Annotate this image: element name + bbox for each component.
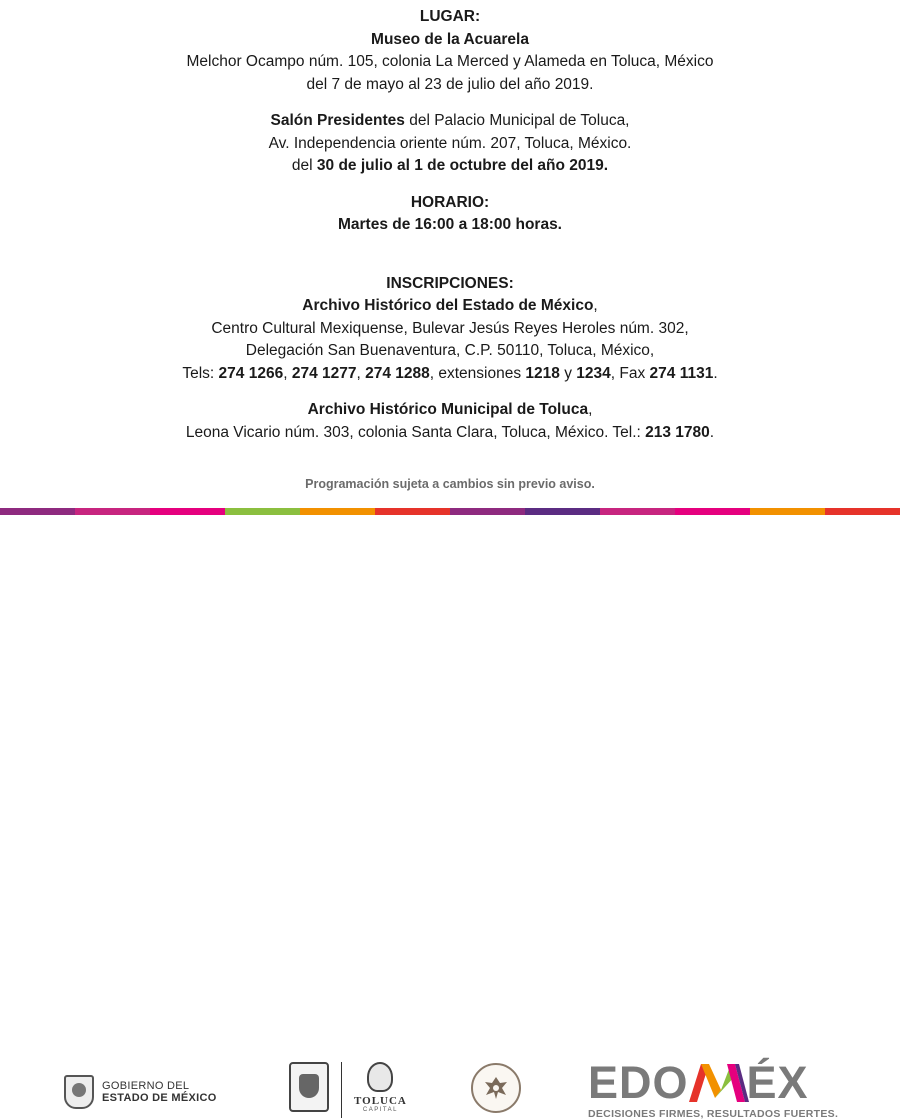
edomex-word-right: ÉX [746, 1057, 809, 1108]
stripe-segment-7 [525, 508, 600, 515]
tel-sep-1: , [283, 364, 292, 382]
event-info [0, 0, 900, 444]
toluca-sub: CAPITAL [362, 1107, 398, 1113]
tel-1: 274 1266 [218, 364, 284, 382]
stripe-segment-1 [75, 508, 150, 515]
archivo-estado-line [0, 295, 900, 318]
gem-line-1: GOBIERNO DEL [102, 1080, 190, 1092]
footer-logos [0, 520, 900, 1120]
color-stripe [0, 508, 900, 515]
schedule-disclaimer: Programación sujeta a cambios sin previo aviso. [305, 477, 595, 491]
gem-line-2: ESTADO DE MÉXICO [102, 1092, 217, 1104]
salon-dates-bold: 30 de julio al 1 de octubre del año 2019. [316, 157, 609, 174]
edomex-tagline: DECISIONES FIRMES, RESULTADOS FUERTES. [588, 1108, 839, 1120]
tel-2: 274 1277 [291, 364, 357, 382]
tels-label: Tels: [182, 364, 219, 382]
edomex-word-left: EDO [588, 1057, 689, 1108]
state-shield-icon [64, 1075, 94, 1109]
toluca-badge-icon [289, 1062, 329, 1112]
archivo-municipal-name: Archivo Histórico Municipal de Toluca [307, 401, 589, 418]
salon-name-rest: del Palacio Municipal de Toluca, [404, 112, 630, 129]
ext-y: y [559, 364, 577, 382]
salon-dates [0, 155, 900, 178]
toluca-crest-icon [367, 1062, 393, 1092]
edomex-logo [588, 1057, 843, 1120]
archivo-estado-name: Archivo Histórico del Estado de México [302, 297, 594, 314]
edomex-m-icon [687, 1062, 749, 1104]
archivo-estado-comma: , [593, 297, 598, 314]
stripe-segment-3 [225, 508, 300, 515]
toluca-logo [289, 1062, 407, 1118]
archivo-estado-address-1: Centro Cultural Mexiquense, Bulevar Jesús Reyes Heroles núm. 302, [211, 319, 689, 337]
museo-name: Museo de la Acuarela [371, 30, 529, 48]
archivo-municipal-line [0, 399, 900, 422]
edomex-m-stroke-1 [701, 1064, 721, 1098]
lugar-heading: LUGAR: [419, 8, 481, 25]
horario-heading: HORARIO: [410, 193, 490, 211]
stripe-segment-9 [675, 508, 750, 515]
gobierno-estado-logo [64, 1075, 217, 1109]
inscripciones-heading: INSCRIPCIONES: [386, 274, 514, 292]
tel-sep-2: , [356, 364, 366, 382]
salon-dates-prefix: del [291, 157, 317, 174]
stripe-segment-5 [375, 508, 450, 515]
stripe-segment-2 [150, 508, 225, 515]
toluca-divider [341, 1062, 342, 1118]
toluca-name: TOLUCA [354, 1095, 407, 1107]
museo-dates: del 7 de mayo al 23 de julio del año 2019. [306, 75, 594, 93]
tel-3: 274 1288 [365, 364, 430, 382]
stripe-segment-10 [750, 508, 825, 515]
archivo-estado-phones [0, 363, 900, 386]
salon-address: Av. Independencia oriente núm. 207, Toluca, México. [268, 134, 632, 152]
municipal-address-text: Leona Vicario núm. 303, colonia Santa Clara, Toluca, México. Tel.: [185, 423, 646, 441]
fax-label: , Fax [610, 364, 650, 382]
stripe-segment-11 [825, 508, 900, 515]
archivo-estado-address-2: Delegación San Buenaventura, C.P. 50110, Toluca, México, [245, 342, 655, 359]
ext-2: 1234 [576, 364, 611, 382]
stripe-segment-6 [450, 508, 525, 515]
stripe-segment-4 [300, 508, 375, 515]
municipal-end: . [709, 423, 715, 441]
fax-number: 274 1131 [649, 364, 714, 382]
phones-end: . [713, 364, 718, 382]
ext-1: 1218 [525, 364, 560, 382]
salon-line [0, 110, 900, 133]
stripe-segment-0 [0, 508, 75, 515]
salon-name: Salón Presidentes [270, 112, 405, 129]
ext-label: , extensiones [429, 364, 526, 382]
museo-address: Melchor Ocampo núm. 105, colonia La Merced y Alameda en Toluca, México [186, 53, 714, 70]
archivo-municipal-comma: , [588, 401, 593, 418]
archive-seal-eagle-icon [481, 1073, 511, 1103]
archivo-municipal-address [0, 422, 900, 445]
municipal-tel: 213 1780 [645, 423, 710, 441]
archive-seal-icon [471, 1063, 521, 1113]
stripe-segment-8 [600, 508, 675, 515]
horario-text: Martes de 16:00 a 18:00 horas. [337, 216, 562, 233]
